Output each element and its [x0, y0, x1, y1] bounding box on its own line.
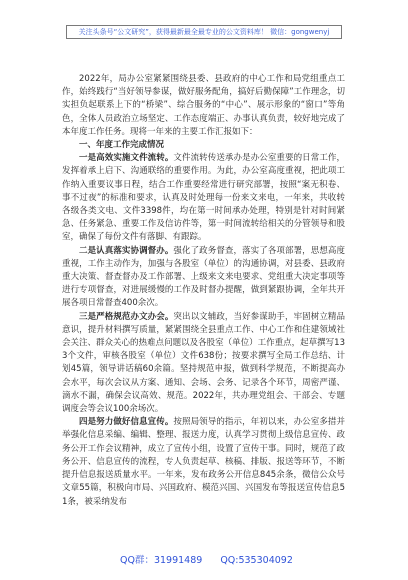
item-4-text: 按照局领导的指示，年初以来，办公室多措并举强化信息采编、编辑、整理、报送力度，认真学习贯彻上级信息宣传、政务公开工作会议精神，成立了宣传小组，设置了宣传干事。同时，规范了政务公开、信息宣传的流程，专人负责起草、核稿、排版、报送等环节，不断提升信息报送质量水平。一年来，发布政务公开信息845余条，微信公众号文章55篇，积极向市局、兴国政府、模范兴国、兴国发布等报送宣传信息51条，被采纳发布 — [62, 417, 345, 507]
qq-text: QQ:535304092 — [220, 555, 293, 566]
item-4-lead: 四是努力做好信息宣传。 — [79, 417, 174, 428]
banner-text: 关注头条号“公文研究”，获得最新最全最专业的公文资料库！ 微信：gongwenyj — [78, 28, 330, 36]
item-1-paragraph — [62, 152, 345, 244]
item-1-lead: 一是高效实施文件流转。 — [79, 153, 174, 164]
item-2-paragraph — [62, 245, 345, 311]
item-3-paragraph — [62, 311, 345, 417]
header-banner — [66, 25, 342, 39]
qq-group-text: QQ群：31991489 — [120, 555, 203, 566]
item-3-lead: 三是严格规范办文办会。 — [79, 311, 174, 322]
item-3-text: 突出以文辅政，当好参谋助手，牢固树立精品意识，提升材料撰写质量，紧紧围绕全县重点工作、中心工作和住建领域社会关注、群众关心的热难点问题以及各股室（单位）工作重点，起草撰写133个文件，审核各股室（单位）文件638份；按要求撰写全局工作总结、计划45篇，领导讲话稿60余篇。坚持规范申报，做到科学规范，不断提高办会水平，每次会议从方案、通知、会场、会务、记录各个环节，周密严谨、滴水不漏，确保会议高效、规范。2022年，共办理党组会、干部会、专题调度会等会议100余场次。 — [62, 311, 345, 415]
document-body — [62, 73, 345, 509]
item-1-text: 文件流转传送承办是办公室重要的日常工作，发挥着承上启下、沟通联络的重要作用。为此，办公室高度重视，把此项工作纳入重要议事日程，结合工作重要经常进行研究部署，按照“案无积卷、事不过夜”的标准和要求，认真及时处理每一份来文来电，一年来，共收转各级各类文电、文件3398件，均在第一时间承办处理，特别是针对时间紧急、任务紧急、重要工作及信访件等，第一时间流转给相关的分管领导和股室，确保了每份文件有落脚、有跟踪。 — [62, 153, 345, 243]
item-2-text: 强化了政务督查，落实了各项部署，思想高度重视，工作主动作为，加强与各股室（单位）的沟通协调，对县委、县政府重大决策、督查督办及工作部署、上级来文来电要求、党组重大决定事项等进行专项督查，对进展缓慢的工作及时督办提醒，做到紧跟协调，全年共开展各项日常督查400余次。 — [62, 245, 345, 309]
item-4-paragraph — [62, 416, 345, 508]
intro-paragraph: 2022年，局办公室紧紧围绕县委、县政府的中心工作和局党组重点工作，始终践行“当好领导参谋，做好服务配角，搞好后勤保障”工作理念，切实担负起联系上下的“桥梁”、综合服务的“中心”、展示形象的“窗口”等角色，全体人员政治立场坚定、工作态度端正、办事认真负责，较好地完成了本年度工作任务。现将一年来的主要工作汇报如下： — [62, 74, 345, 137]
footer-contacts — [120, 554, 300, 568]
section-title: 一、年度工作完成情况 — [79, 140, 165, 151]
item-2-lead: 二是认真落实协调督办。 — [79, 245, 174, 256]
